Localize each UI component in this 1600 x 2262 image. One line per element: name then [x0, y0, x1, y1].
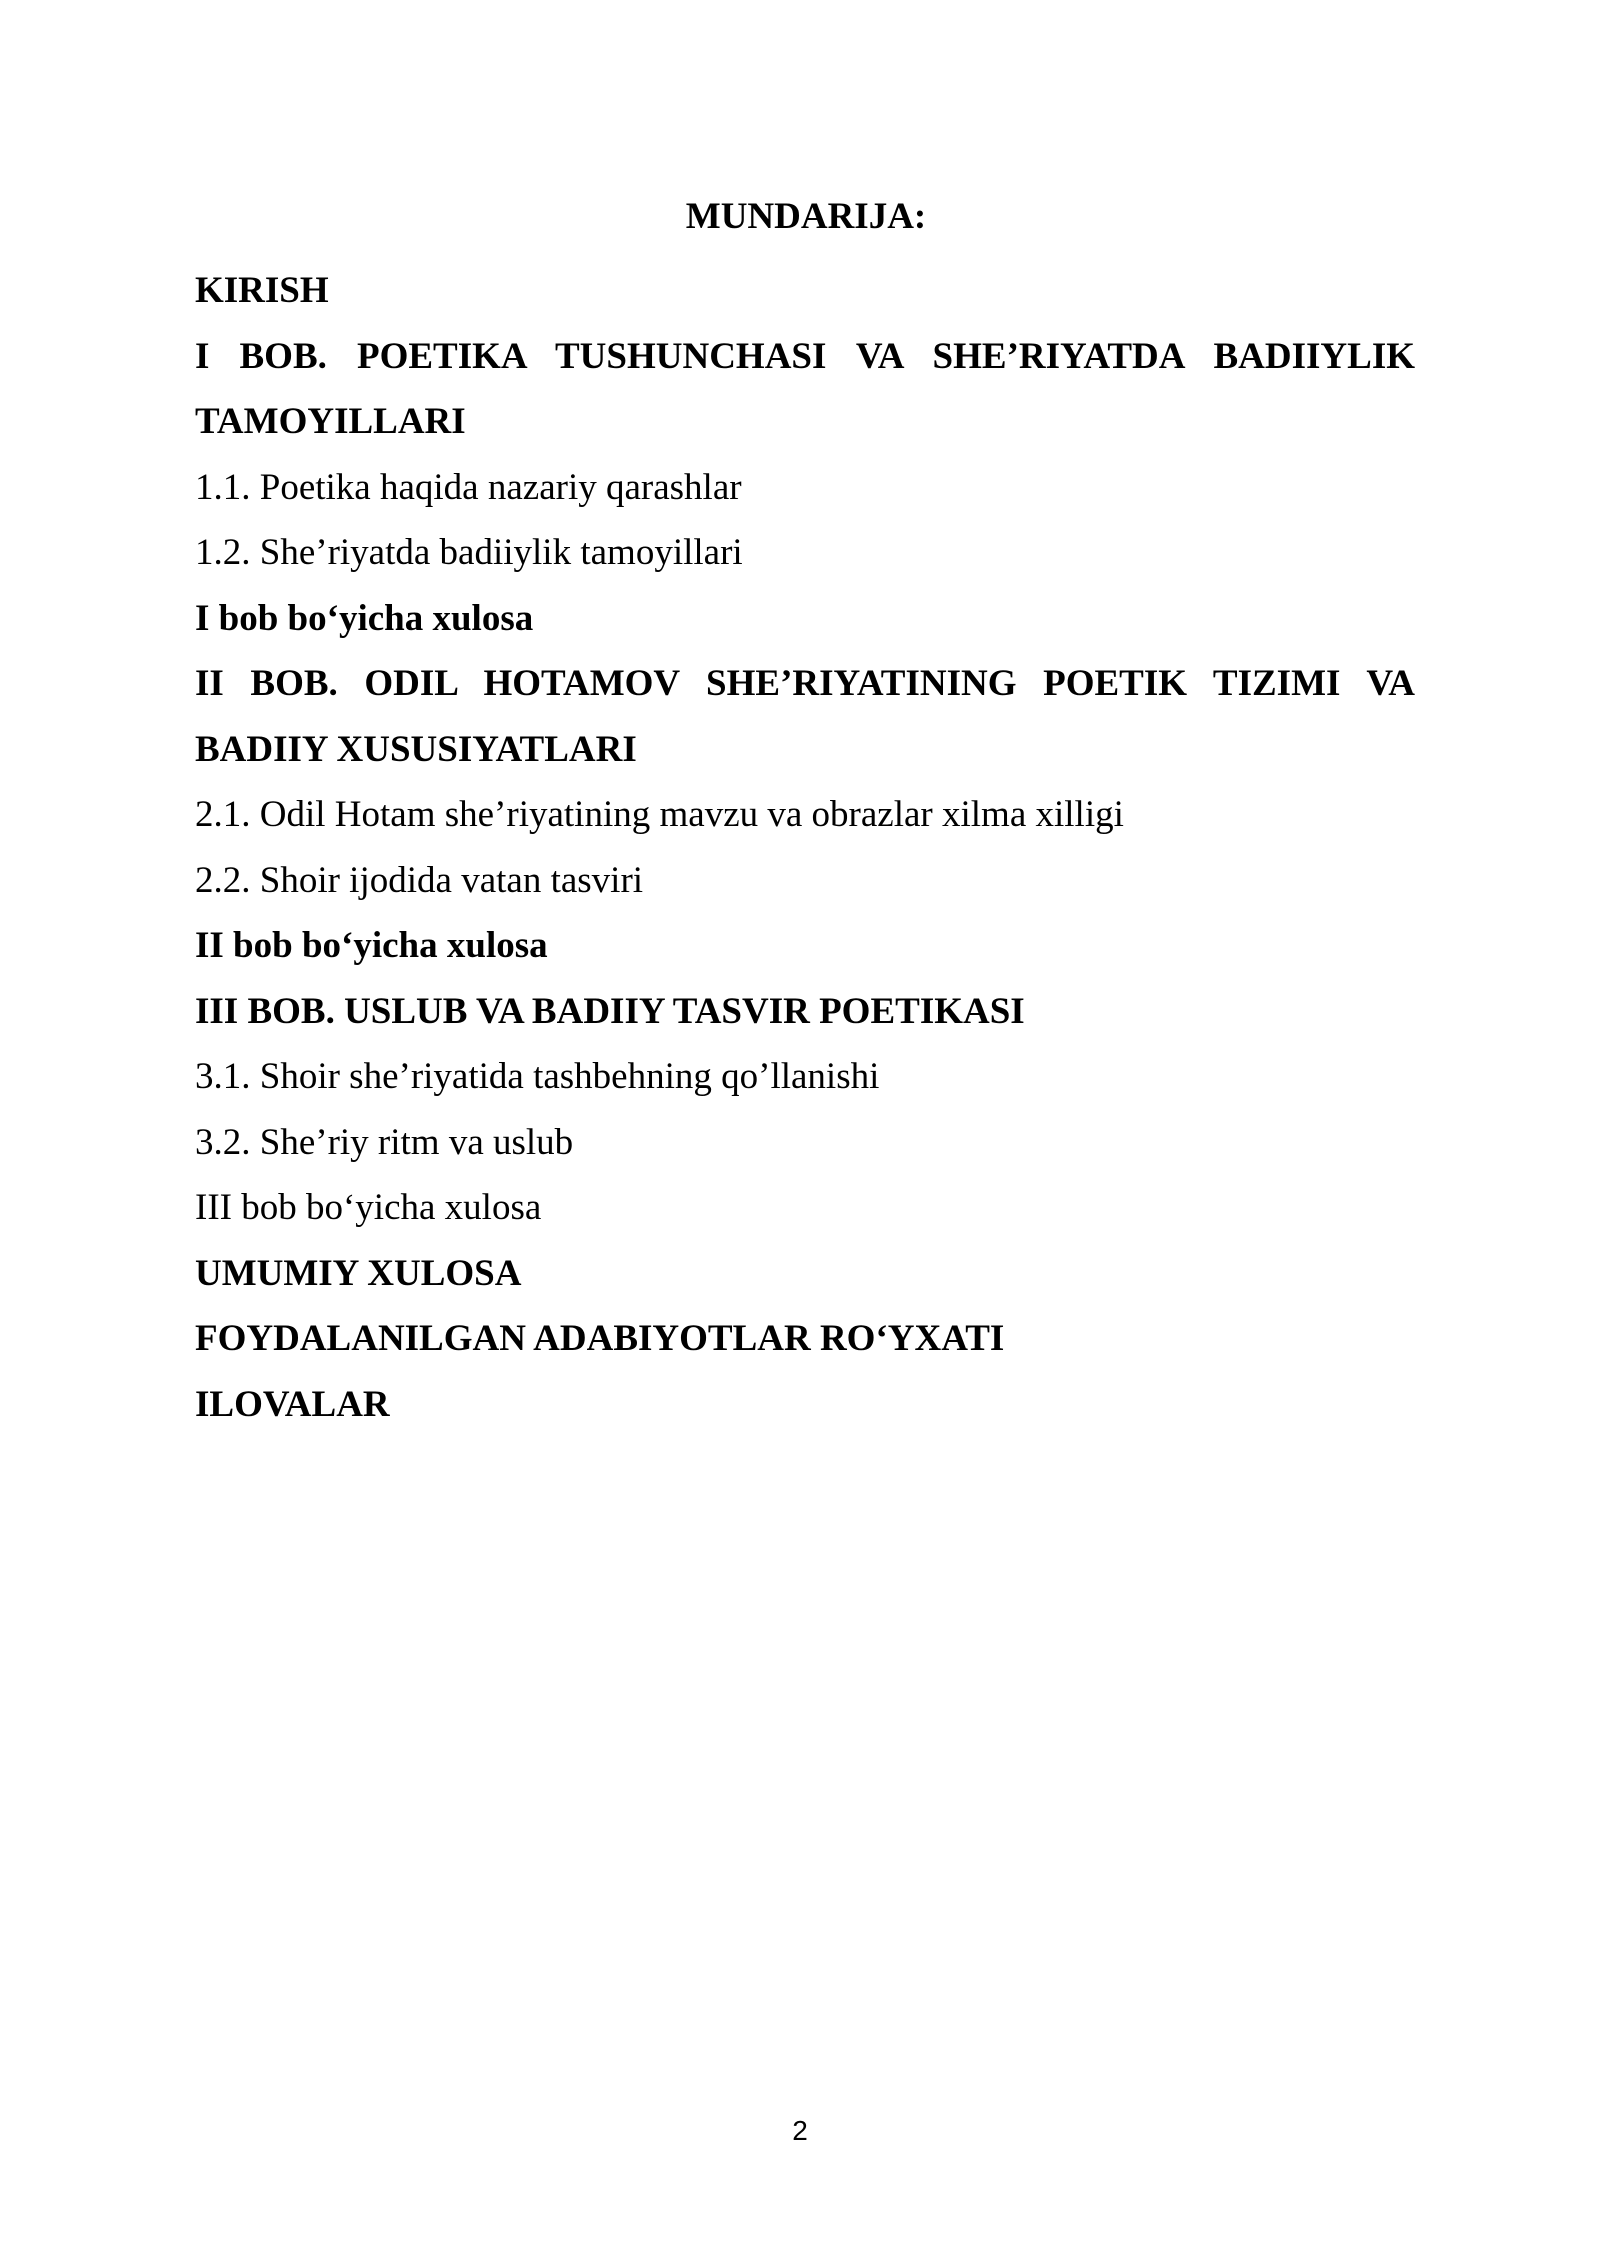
toc-entry-chapter-3-title: III BOB. USLUB VA BADIIY TASVIR POETIKASI [195, 990, 1025, 1032]
toc-entry-chapter-2-title-line-2: BADIIY XUSUSIYATLARI [195, 728, 637, 770]
toc-entry-chapter-2-title-line-1: II BOB. ODIL HOTAMOV SHE’RIYATINING POETIK TIZIMI VA [195, 663, 1415, 704]
toc-entry-section-2-1: 2.1. Odil Hotam she’riyatining mavzu va obrazlar xilma xilligi [195, 794, 1124, 835]
toc-entry-chapter-1-title-line-2: TAMOYILLARI [195, 401, 466, 442]
toc-entry-chapter-1-conclusion: I bob bo‘yicha xulosa [195, 597, 534, 639]
toc-entry-chapter-1-title-line-1: I BOB. POETIKA TUSHUNCHASI VA SHE’RIYATDA BADIIYLIK [195, 335, 1415, 377]
toc-entry-section-3-2: 3.2. She’riy ritm va uslub [195, 1121, 574, 1163]
toc-entry-appendices: ILOVALAR [195, 1383, 390, 1425]
toc-entry-section-1-1: 1.1. Poetika haqida nazariy qarashlar [195, 466, 742, 508]
toc-entry-section-2-2: 2.2. Shoir ijodida vatan tasviri [195, 859, 644, 901]
toc-entry-general-conclusion: UMUMIY XULOSA [195, 1252, 522, 1294]
toc-entry-introduction: KIRISH [195, 270, 329, 311]
toc-entry-references: FOYDALANILGAN ADABIYOTLAR RO‘YXATI [195, 1318, 1005, 1359]
table-of-contents [195, 258, 1415, 1437]
toc-entry-section-3-1: 3.1. Shoir she’riyatida tashbehning qo’llanishi [195, 1056, 880, 1097]
toc-entry-chapter-2-conclusion: II bob bo‘yicha xulosa [195, 925, 548, 966]
toc-heading-text: MUNDARIJA: [685, 196, 927, 237]
page-number: 2 [792, 2115, 808, 2146]
table-of-contents-heading [0, 193, 1600, 241]
toc-entry-section-1-2: 1.2. She’riyatda badiiylik tamoyillari [195, 532, 743, 573]
toc-entry-chapter-3-conclusion: III bob bo‘yicha xulosa [195, 1187, 542, 1228]
